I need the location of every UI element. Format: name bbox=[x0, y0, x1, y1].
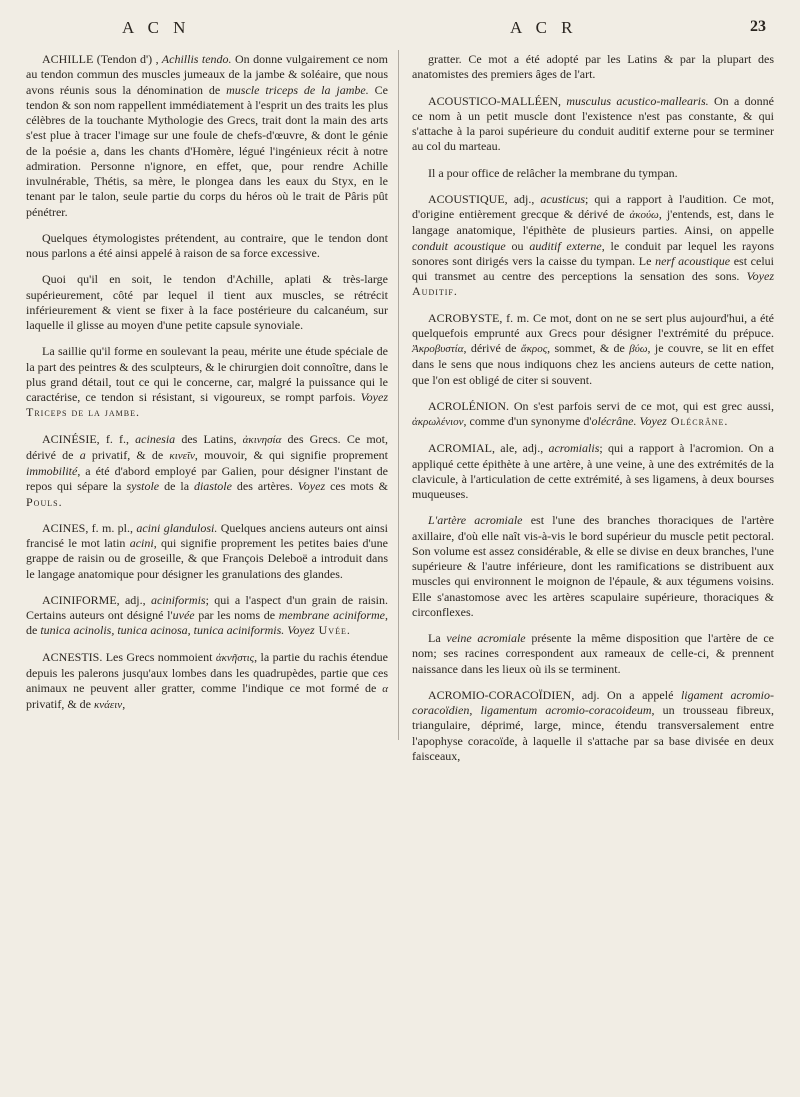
entry-text: par les noms de bbox=[194, 608, 279, 622]
entry-text: κινεῖν bbox=[169, 449, 195, 462]
entry-text: ; qui a rapport à l'audition. Ce mot, d'origine entièrement grecque & dérivé de bbox=[412, 191, 774, 221]
entry-text: est l'une des branches thoraciques de l'artère axillaire, d'où elle naît vis-à-vis le bord supérieur du muscle petit pectoral. Son volume est assez considérable, & elle se divise en deux branches, l'une supérieure & l'autre inférieure, dont les ramifications se distribuent aux muscles qui environnent le moignon de l'épaule, & aux tégumens voisins. Elle s'anastomose avec les artères scapulaire supérieure, thoraciques & circonflexes. bbox=[412, 513, 774, 619]
entry-text: ces mots & bbox=[325, 479, 388, 494]
entry-text: Quelques anciens auteurs ont ainsi francisé le mot latin bbox=[26, 520, 389, 550]
entry-text: auditif externe bbox=[529, 238, 602, 253]
entry-headword: ACOUSTICO-MALLÉEN bbox=[428, 93, 558, 108]
entry-text: κνάειν bbox=[93, 699, 123, 712]
entry-text: des Grecs. Ce mot, dérivé de bbox=[26, 431, 388, 462]
entry-text: , adj., bbox=[504, 191, 541, 206]
entry-text: , je couvre, se lit en effet dans le sens que nous indiquons chez les anciens auteurs de cette nation, que l'on est obligé de citer si souvent. bbox=[412, 341, 774, 387]
entry-text: acini glandulosi. bbox=[136, 520, 218, 535]
entry-text: ; qui a rapport à l'acromion. On a appliqué cette épithète à une artère, à une veine, à une des extrémités de la clavicule, à l'articulation de cette extrémité, à ses ligamens, à deux bourses muqueuses. bbox=[412, 441, 774, 501]
entry-text: , f. f., bbox=[96, 431, 136, 446]
entry-text: immobilité bbox=[26, 464, 78, 478]
entry-text: systole bbox=[126, 479, 160, 494]
entry-text: a bbox=[79, 447, 86, 462]
entry-headword: ACINÉSIE bbox=[42, 431, 97, 446]
dictionary-entry bbox=[26, 344, 388, 420]
dictionary-entry bbox=[412, 311, 774, 388]
entry-text: présente la même disposition que l'artère de ce nom; ses racines correspondent aux rameaux de celle-ci, & prennent naissance dans les lieux où ils se terminent. bbox=[412, 631, 774, 676]
column-divider bbox=[398, 50, 399, 740]
entry-text: acinesia bbox=[135, 431, 176, 446]
entry-text: On donne vulgairement ce nom au tendon commun des muscles jumeaux de la jambe & soléaire, que nous avons réunis sous la dénomination de bbox=[26, 52, 388, 97]
entry-text: (Tendon d') , bbox=[93, 52, 159, 66]
entry-text: des Latins, bbox=[175, 431, 243, 446]
entry-text: gratter. Ce mot a été adopté par les Latins & par la plupart des anatomistes des premiers âges de l'art. bbox=[412, 52, 774, 82]
entry-headword: ACHILLE bbox=[42, 52, 94, 66]
entry-text: , adj., bbox=[116, 592, 151, 607]
entry-text: , ale, adj., bbox=[492, 441, 549, 456]
entry-text: ἀκινησία bbox=[242, 433, 282, 446]
entry-headword: ACNESTIS bbox=[42, 649, 100, 664]
entry-text: Voyez bbox=[746, 269, 774, 283]
entry-text: muscle triceps de la jambe. bbox=[226, 82, 369, 97]
entry-text: acusticus bbox=[540, 191, 586, 206]
dictionary-entry bbox=[26, 231, 388, 262]
entry-text: Achillis tendo. bbox=[158, 52, 232, 66]
entry-text: , mouvoir, & qui signifie proprement bbox=[194, 447, 389, 462]
running-head-right: A C R bbox=[510, 18, 578, 37]
dictionary-entry bbox=[26, 650, 388, 714]
entry-text: , le conduit par lequel les rayons sonores sont dirigés vers la caisse du tympan. Le bbox=[412, 238, 774, 268]
entry-text: , sommet, & de bbox=[547, 341, 630, 355]
entry-text: Quoi qu'il en soit, le tendon d'Achille, aplati & très-large supérieurement, côté par lequel il tient aux muscles, se rétrécit inférieurement & vient se fixer à la face postérieure du calcanéum, sur laquelle il glisse au moyen d'une petite capsule synoviale. bbox=[26, 272, 388, 332]
entry-text: , la partie du rachis étendue depuis les palerons jusqu'aux lombes dans les quadrupèdes, partie que ces animaux ne peuvent aller gratter, comme l'indique ce mot formé de bbox=[26, 649, 388, 695]
entry-text: , un trousseau fibreux, triangulaire, déprimé, large, mince, étendu transversalement entre l'apophyse coracoïde, à laquelle il s'attache par sa base divisée en deux faisceaux, bbox=[412, 703, 774, 763]
entry-text: L'artère acromiale bbox=[428, 513, 523, 528]
running-head-left: A C N bbox=[122, 18, 191, 37]
entry-text: La saillie qu'il forme en soulevant la peau, mérite une étude spéciale de la part des peintres & des sculpteurs, & le chirurgien doit connoître, dans le plus grand détail, tout ce qui le concerne, car, malgré la puissance qui le caractérise, ce tendon si résistant, si vigoureux, se rompt parfois. bbox=[26, 344, 389, 404]
entry-text: tunica acinolis, tunica acinosa, tunica aciniformis. bbox=[40, 623, 285, 638]
dictionary-entry bbox=[412, 399, 774, 431]
dictionary-entry bbox=[26, 593, 388, 639]
entry-headword: ACROBYSTE bbox=[428, 310, 500, 325]
entry-headword: ACINIFORME bbox=[42, 592, 117, 607]
dictionary-entry bbox=[26, 52, 388, 220]
entry-text: , dérivé de bbox=[463, 341, 521, 355]
entry-text: Il a pour office de relâcher la membrane du tympan. bbox=[428, 165, 678, 180]
entry-text: musculus acustico-mallearis. bbox=[566, 93, 709, 108]
dictionary-entry bbox=[412, 441, 774, 502]
dictionary-entry bbox=[412, 513, 774, 620]
entry-text: ou bbox=[505, 238, 530, 253]
entry-text: , bbox=[558, 93, 567, 108]
entry-text: . Les Grecs nommoient bbox=[99, 649, 216, 664]
entry-text: acini bbox=[129, 536, 154, 550]
entry-headword: ACROMIO-CORACOÏDIEN bbox=[428, 687, 572, 702]
left-column bbox=[26, 52, 388, 725]
entry-text: membrane aciniforme bbox=[278, 608, 385, 622]
entry-text: veine acromiale bbox=[446, 631, 526, 645]
entry-text: , de bbox=[26, 608, 388, 638]
entry-headword: ACOUSTIQUE bbox=[428, 191, 505, 206]
dictionary-entry bbox=[26, 521, 388, 582]
dictionary-entry bbox=[412, 688, 774, 764]
entry-text: privatif, & de bbox=[85, 447, 170, 462]
entry-text: , adj. On a appelé bbox=[571, 687, 681, 702]
entry-text: , qui signifie proprement les petites baies d'une grappe de raisin ou de groseille, & que François Deleboë a introduit dans le langage anatomique pour désigner les granulations des glandes. bbox=[26, 536, 388, 581]
entry-text: , a été d'abord employé par Galien, pour désigner l'instant de repos qui sépare la bbox=[26, 464, 388, 494]
dictionary-entry bbox=[412, 166, 774, 181]
entry-text: olécrâne. bbox=[591, 414, 637, 428]
entry-text: de la bbox=[159, 479, 194, 494]
entry-text: , f. m. pl., bbox=[85, 520, 137, 535]
entry-text: α bbox=[382, 683, 388, 695]
entry-text: Voyez bbox=[287, 623, 315, 638]
entry-text: diastole bbox=[193, 479, 232, 494]
entry-text: est celui qui transmet au centre des perceptions la sensation des sons. bbox=[412, 253, 775, 283]
dictionary-entry bbox=[26, 272, 388, 333]
dictionary-entry bbox=[412, 94, 774, 155]
entry-text: , comme d'un synonyme d' bbox=[463, 414, 592, 428]
right-column bbox=[412, 52, 774, 775]
entry-text: ἀκρωλένιον bbox=[412, 416, 464, 428]
entry-text: , j'entends, est, dans le langage anatomique, l'épithète de plusieurs parties. Ainsi, on appelle bbox=[412, 207, 774, 238]
page-number: 23 bbox=[750, 18, 766, 35]
entry-text: Triceps de la jambe. bbox=[26, 405, 141, 420]
entry-text: Quelques étymologistes prétendent, au contraire, que le tendon dont nous parlons a été ainsi appelé à raison de sa force excessive. bbox=[26, 230, 388, 260]
dictionary-entry bbox=[412, 631, 774, 677]
entry-text: , f. m. Ce mot, dont on ne se sert plus aujourd'hui, a été quelquefois emprunté aux Grecs pour désigner l'extrémité du prépuce. bbox=[412, 310, 774, 340]
entry-text: Pouls. bbox=[26, 494, 63, 509]
entry-text: On a donné ce nom à un petit muscle dont l'existence n'est pas constante, & qui s'attache à la paroi supérieure du conduit auditif externe pour se terminer au col du marteau. bbox=[412, 93, 774, 154]
entry-text: βύω bbox=[629, 343, 648, 355]
entry-text: Voyez bbox=[639, 414, 667, 428]
entry-text: acromialis bbox=[548, 441, 600, 456]
entry-text: ligament acromio-coracoïdien, ligamentum acromio-coracoideum bbox=[412, 687, 775, 717]
entry-text: Auditif. bbox=[412, 284, 458, 299]
entry-text: nerf acoustique bbox=[655, 253, 731, 268]
entry-text: ἀκνῆστις bbox=[215, 651, 255, 664]
entry-text: La bbox=[428, 631, 447, 645]
entry-text: Olécrâne. bbox=[666, 414, 729, 428]
entry-text: Uvée. bbox=[314, 623, 351, 638]
entry-text: ; qui a l'aspect d'un grain de raisin. Certains auteurs ont désigné l' bbox=[26, 592, 388, 622]
entry-text: aciniformis bbox=[150, 592, 206, 607]
entry-text: ἄκρος bbox=[520, 343, 548, 355]
entry-text: des artères. bbox=[231, 479, 298, 494]
dictionary-entry bbox=[412, 192, 774, 300]
dictionary-entry bbox=[412, 52, 774, 83]
entry-text: privatif, & de bbox=[26, 697, 94, 712]
entry-text: . On s'est parfois servi de ce mot, qui est grec aussi, bbox=[506, 398, 774, 413]
entry-text: uvée bbox=[172, 608, 195, 622]
entry-text: Ἀκροβυστία bbox=[412, 343, 464, 355]
entry-headword: ACINES bbox=[42, 520, 86, 535]
entry-text: Ce tendon & son nom rappellent immédiatement à l'esprit un des traits les plus célèbres de la touchante Mythologie des Grecs, trait dont la main des arts s'est plue à tracer l'image sur une foule de chefs-d'œuvre, & dont le génie de la poésie a, dans les chants d'Homère, légué l'ingénieux récit à notre admiration. Personne n'ignore, en effet, que, pour rendre Achille invulnérable, Thétis, sa mère, le plongea dans les eaux du Styx, en le tenant par le talon, seule partie du corps du héros où le trait de Pâris pût pénétrer. bbox=[26, 82, 388, 219]
entry-headword: ACROLÉNION bbox=[428, 398, 506, 413]
entry-headword: ACROMIAL bbox=[428, 441, 493, 456]
entry-text: , bbox=[122, 697, 126, 712]
entry-text: ἀκούω bbox=[629, 209, 659, 221]
entry-text: conduit acoustique bbox=[412, 238, 506, 253]
dictionary-entry bbox=[26, 432, 388, 510]
entry-text: Voyez bbox=[297, 479, 326, 494]
entry-text: Voyez bbox=[360, 390, 388, 404]
